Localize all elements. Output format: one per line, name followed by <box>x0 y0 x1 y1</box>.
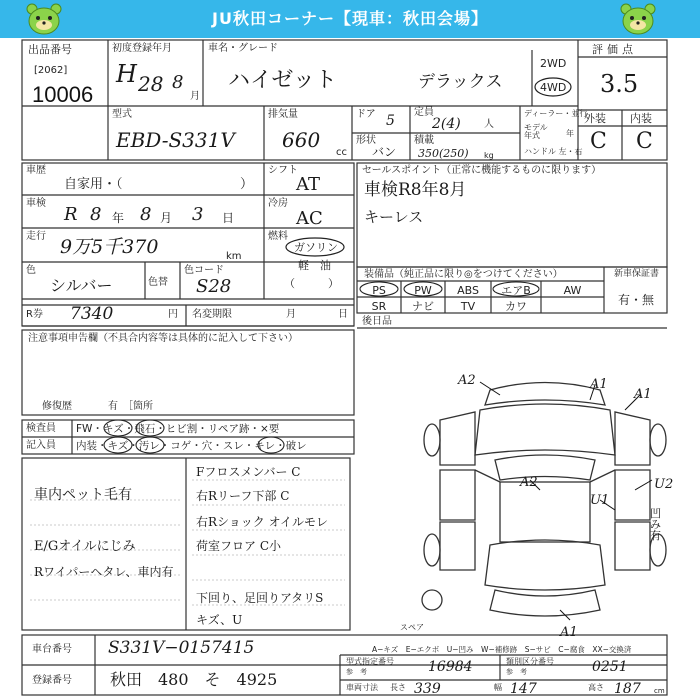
ac-value: AC <box>296 208 323 229</box>
warranty-title: 新車保証書 <box>614 269 660 279</box>
circle-mark-icon <box>357 281 547 297</box>
drive-4wd: 4WD <box>540 81 567 94</box>
capacity-value: 2(4) <box>432 116 461 132</box>
remark-right-5: 下回り、足回りアタリS <box>196 591 324 605</box>
damage-mark: A2 <box>520 475 538 490</box>
score-label: 評価点 <box>592 43 637 56</box>
ref-2: 参 考 <box>506 668 527 676</box>
yen-unit: 円 <box>168 309 178 320</box>
dim-label: 車両寸法 <box>346 683 378 692</box>
inspection-label: 車検 <box>26 198 46 209</box>
shift-label: シフト <box>268 165 298 176</box>
equip-sr: SR <box>371 300 387 313</box>
fuel-label: 燃料 <box>268 231 288 242</box>
load-label: 積載 <box>414 135 434 146</box>
equip-navi: ナビ <box>412 300 434 313</box>
bear-mascot-icon <box>26 2 62 36</box>
warranty-value: 有・無 <box>618 293 655 307</box>
displacement-label: 排気量 <box>268 109 298 120</box>
exterior-value: C <box>590 129 607 154</box>
lot-number: 10006 <box>32 82 94 107</box>
sales-title: セールスポイント（正常に機能するものに限ります） <box>362 165 602 176</box>
circle-mark-icon <box>100 418 360 458</box>
month-unit: 月 <box>190 91 200 102</box>
color-no-label: 色替 <box>148 277 168 288</box>
lot-small: [2062] <box>34 65 68 76</box>
remark-right-6: キズ、U <box>196 613 243 627</box>
color-code-label: 色コード <box>184 265 224 276</box>
length-label: 長さ <box>390 683 406 692</box>
side-note: 凹み有 <box>650 507 661 542</box>
remark-right-2: 右Rリーフ下部 C <box>196 489 290 503</box>
chassis-value: S331V−0157415 <box>108 638 255 658</box>
remark-left-2: E/Gオイルにじみ <box>34 539 136 554</box>
inspection-era: R <box>64 204 78 225</box>
day-unit: 日 <box>222 211 235 225</box>
height-value: 187 <box>614 681 641 697</box>
shape-value: バン <box>372 145 397 159</box>
mileage-label: 走行 <box>26 231 46 242</box>
car-damage-diagram <box>420 370 670 630</box>
interior-value: C <box>636 129 653 154</box>
first-reg-month: 8 <box>172 72 184 93</box>
cm-unit: cm <box>654 687 665 695</box>
name-value: ハイゼット <box>228 68 337 93</box>
kg-unit: kg <box>484 151 494 160</box>
damage-legend: A−キズ E−エクボ U−凹み W−補修跡 S−サビ C−腐食 XX−交換済 <box>372 645 632 654</box>
grade-value: デラックス <box>418 72 503 92</box>
fuel-gasoline: ガソリン <box>294 241 338 254</box>
lot-label: 出品番号 <box>28 43 72 56</box>
damage-mark: U2 <box>654 477 674 492</box>
month-unit-2: 月 <box>160 211 173 225</box>
door-value: 5 <box>386 113 395 129</box>
class-label: 類別区分番号 <box>506 657 554 666</box>
damage-mark: A1 <box>560 625 578 640</box>
displacement-value: 660 <box>282 128 321 152</box>
first-reg-label: 初度登録年月 <box>112 43 172 54</box>
fuel-diesel: 軽 油 <box>298 259 331 272</box>
color-value: シルバー <box>50 276 113 295</box>
inspection-day: 3 <box>192 204 204 225</box>
equip-airbag: エアB <box>501 284 531 297</box>
equip-pw: PW <box>414 284 432 297</box>
name-label: 車名・グレード <box>208 43 278 54</box>
shift-value: AT <box>296 174 321 195</box>
fuel-paren: （ ） <box>284 277 339 290</box>
class-value: 0251 <box>592 659 628 675</box>
reg-value: 秋田 480 そ 4925 <box>110 670 278 689</box>
spec-value: 16984 <box>428 659 473 675</box>
remark-left-3: Rワイパーヘタレ、車内有 <box>34 565 174 579</box>
mileage-value: 9万5千370 <box>60 236 159 258</box>
remark-right-1: Fフロスメンバー C <box>196 465 301 479</box>
width-label: 幅 <box>494 683 502 692</box>
rear-seat-label: 後日品 <box>362 316 392 327</box>
chassis-label: 車台番号 <box>32 644 72 655</box>
check-row-1: FW・キズ・飛石・ヒビ割・リペア跡・×要 <box>76 423 280 435</box>
repair-label: 修復歴 <box>42 401 72 412</box>
recycle-value: 7340 <box>70 304 114 324</box>
notes-label: 注意事項申告欄（不具合内容等は具体的に記入して下さい） <box>28 333 298 344</box>
ref-1: 参 考 <box>346 668 367 676</box>
first-reg-year: 28 <box>138 72 164 96</box>
model-year-label: モデル年式 <box>524 123 548 140</box>
year-unit: 年 <box>112 211 125 225</box>
warranty-month: 月 <box>286 309 296 320</box>
equip-ps: PS <box>372 284 386 297</box>
inspector-label: 検査員 <box>26 423 56 434</box>
remark-right-3: 右Rショック オイルモレ <box>196 515 329 529</box>
inspection-year: 8 <box>90 204 102 225</box>
recycle-label: R券 <box>26 309 43 320</box>
equipment-title: 装備品（純正品に限り◎をつけてください） <box>364 269 563 280</box>
equip-abs: ABS <box>457 284 479 297</box>
usage-label: 車歴 <box>26 165 46 176</box>
model-value: EBD-S331V <box>116 128 235 152</box>
cc-unit: cc <box>336 147 347 158</box>
bear-mascot-icon <box>620 2 656 36</box>
first-reg-era: H <box>116 60 137 88</box>
spare-label: スペア <box>400 623 424 632</box>
score-value: 3.5 <box>600 70 639 98</box>
remark-right-4: 荷室フロア C小 <box>196 539 281 553</box>
year-suffix: 年 <box>566 129 574 138</box>
interior-label: 内装 <box>630 112 652 125</box>
exterior-label: 外装 <box>584 112 606 125</box>
check-row-2: 内装・キズ・汚レ・コゲ・穴・スレ・キレ・破レ <box>76 440 307 452</box>
usage-value: 自家用・（ <box>64 177 123 192</box>
load-value: 350(250) <box>418 147 469 160</box>
circle-mark-icon <box>533 76 573 98</box>
warranty-label: 名変期限 <box>192 309 232 320</box>
width-value: 147 <box>510 681 537 697</box>
height-label: 高さ <box>588 683 604 692</box>
sales-line-1: 車検R8年8月 <box>364 180 467 200</box>
person-unit: 人 <box>484 119 494 130</box>
damage-mark: A1 <box>634 387 652 402</box>
handle-label: ハンドル 左・右 <box>524 147 583 156</box>
color-label: 色 <box>26 265 36 276</box>
usage-paren-close: ） <box>240 177 254 192</box>
capacity-label: 定員 <box>414 107 434 118</box>
banner-title: JU秋田コーナー【現車：秋田会場】 <box>212 9 488 28</box>
sales-line-2: キーレス <box>364 208 424 226</box>
circle-mark-icon <box>284 236 346 258</box>
length-value: 339 <box>414 681 441 697</box>
equip-leather: カワ <box>505 300 527 313</box>
equip-tv: TV <box>460 300 476 313</box>
equip-aw: AW <box>563 284 582 297</box>
repair-value: 有 ［箇所 <box>108 401 153 412</box>
damage-mark: U1 <box>590 493 610 508</box>
door-label: ドア <box>356 109 376 120</box>
ac-label: 冷房 <box>268 198 288 209</box>
warranty-day: 日 <box>338 309 348 320</box>
writer-label: 記入員 <box>26 440 56 451</box>
color-code-value: S28 <box>196 276 232 297</box>
spec-label: 型式指定番号 <box>346 657 394 666</box>
damage-mark: A1 <box>590 377 608 392</box>
reg-label: 登録番号 <box>32 675 72 686</box>
inspection-month: 8 <box>140 204 152 225</box>
drive-2wd: 2WD <box>540 57 567 70</box>
remark-left-1: 車内ペット毛有 <box>34 487 132 503</box>
model-label: 型式 <box>112 109 132 120</box>
km-unit: km <box>226 251 242 262</box>
shape-label: 形状 <box>356 135 376 146</box>
dealer-label: ディーラー・並行 <box>524 109 588 118</box>
damage-mark: A2 <box>458 373 476 388</box>
